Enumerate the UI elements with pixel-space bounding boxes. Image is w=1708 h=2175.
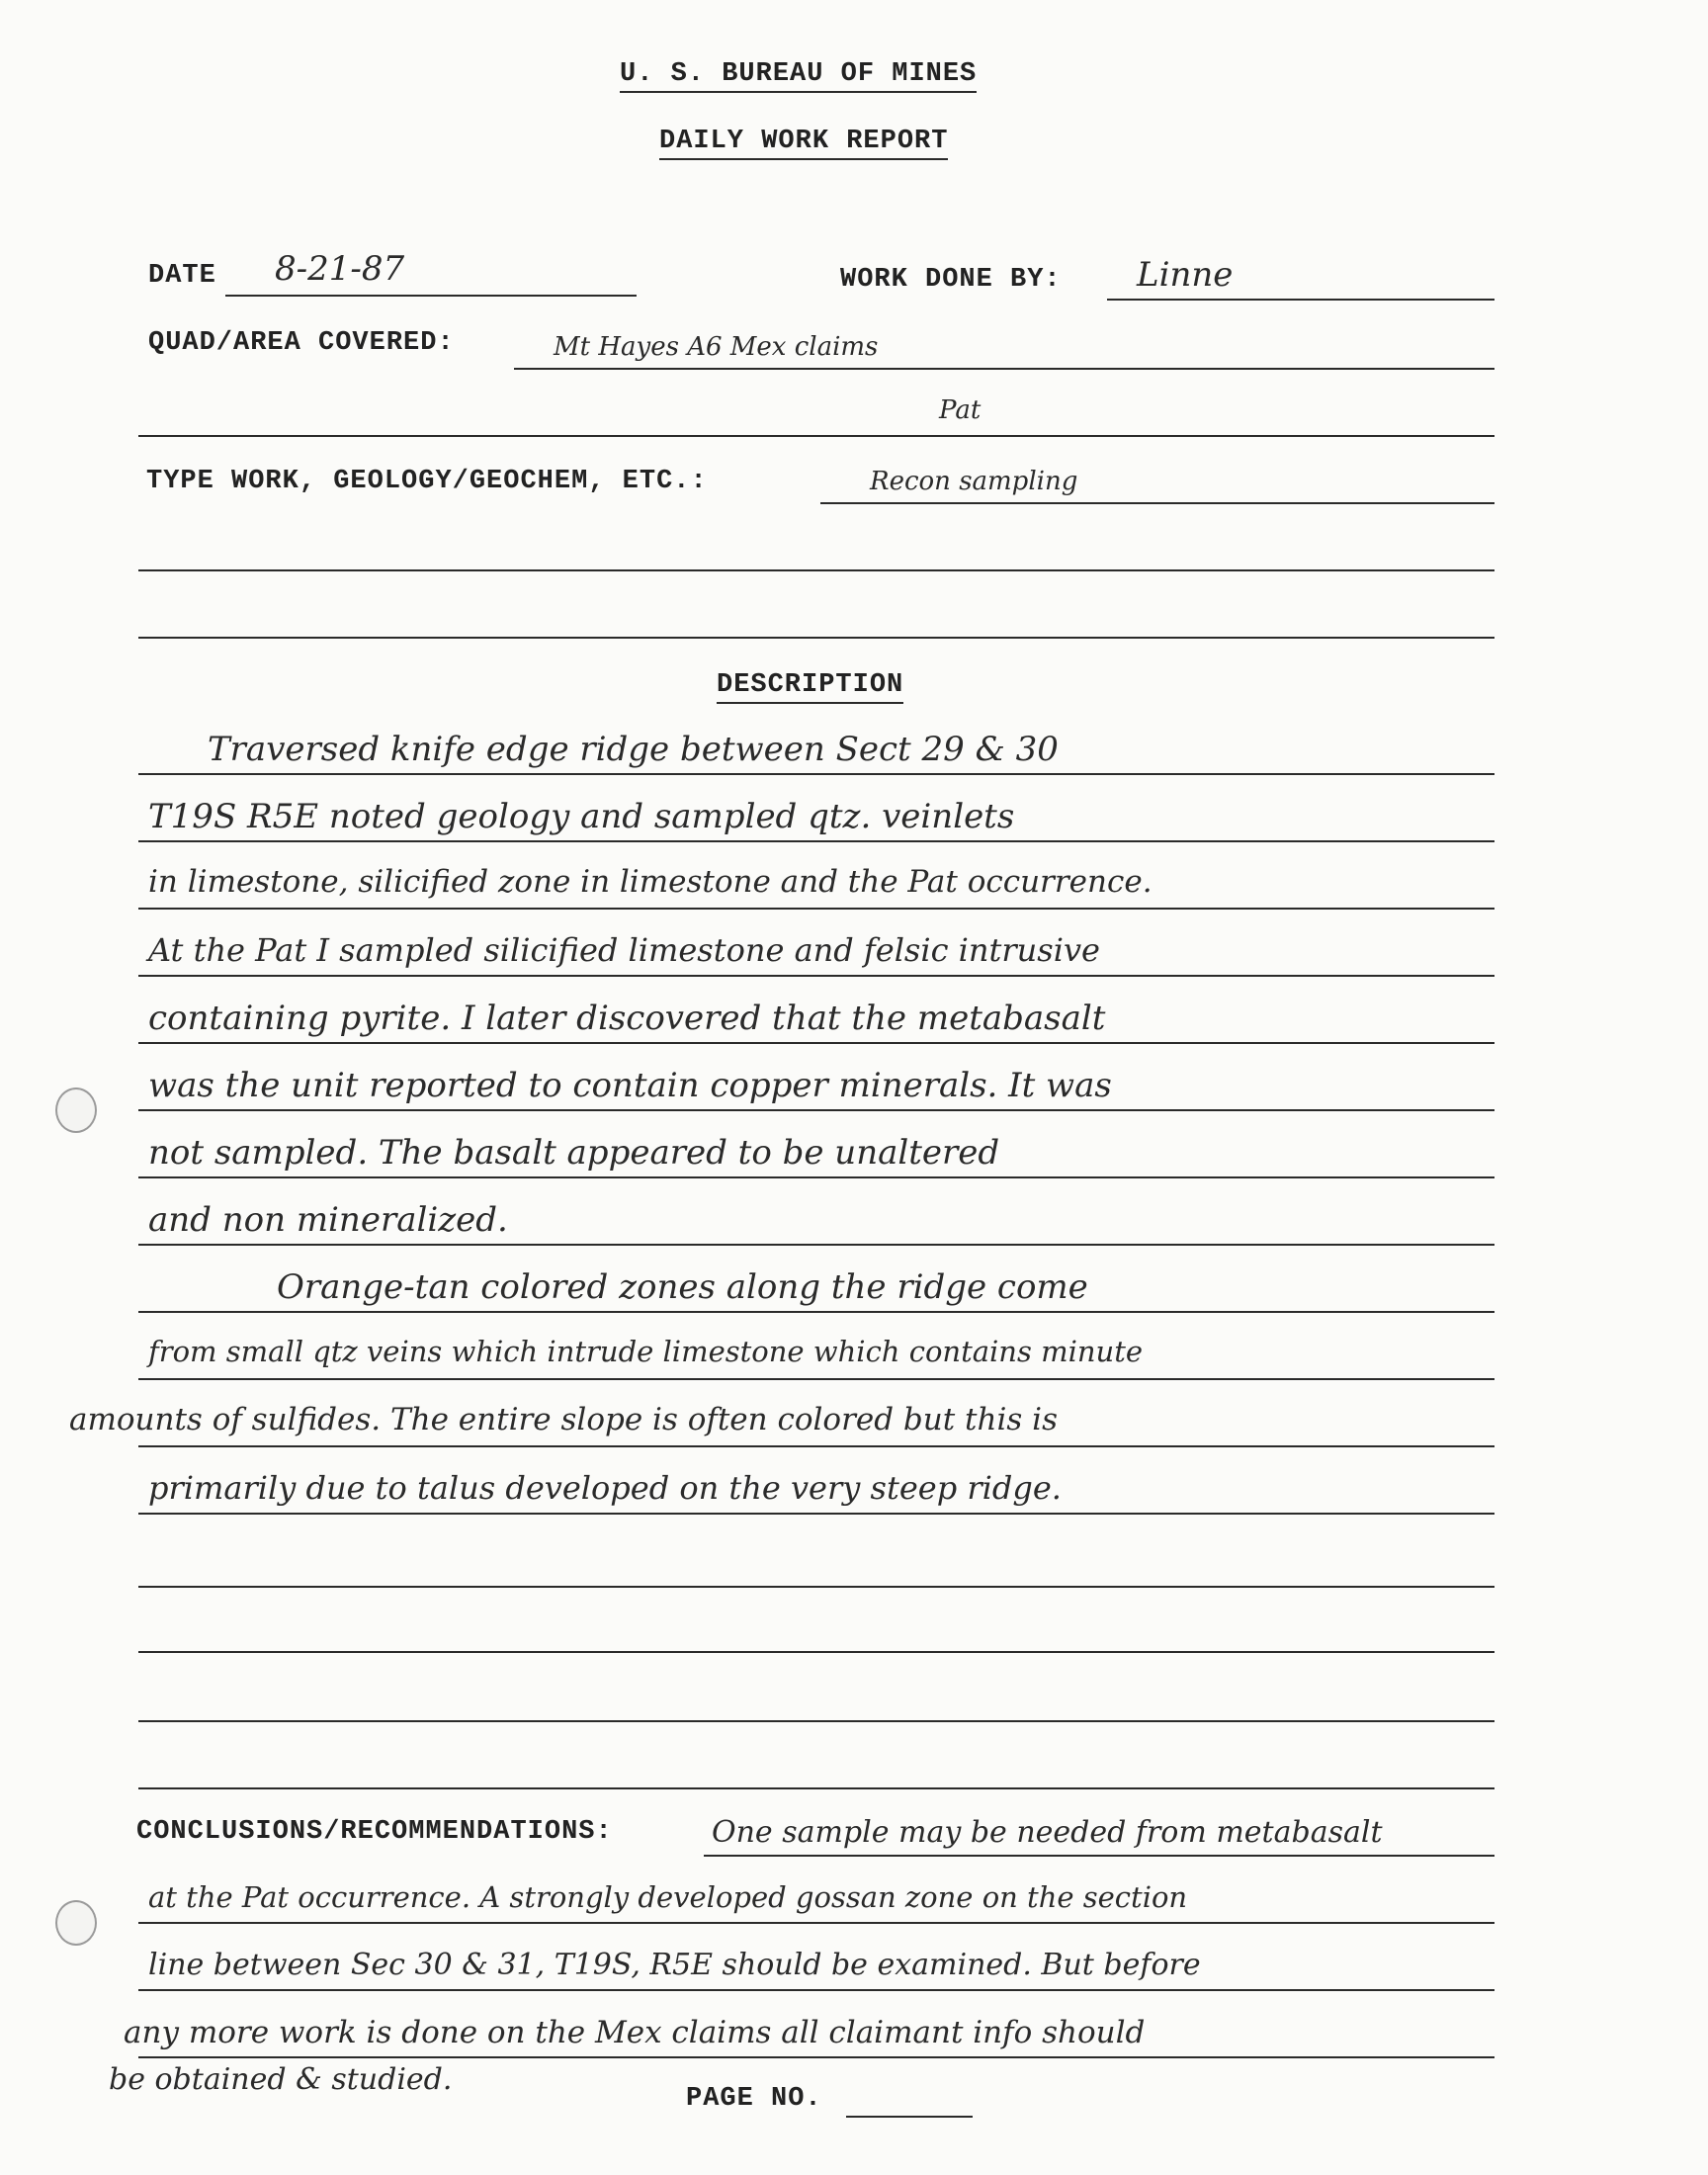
desc-rule-3 (138, 908, 1494, 910)
quad-area-value-2: Pat (939, 395, 982, 425)
desc-line-4: At the Pat I sampled silicified limestone and felsic intrusive (148, 931, 1100, 969)
desc-rule-6 (138, 1109, 1494, 1111)
date-value: 8-21-87 (275, 249, 405, 289)
page-no-label: PAGE NO. (686, 2084, 822, 2114)
work-done-by-rule (1107, 299, 1494, 301)
page-no-rule (846, 2116, 973, 2118)
desc-line-10: from small qtz veins which intrude limestone which contains minute (148, 1335, 1144, 1368)
work-done-by-label: WORK DONE BY: (840, 265, 1062, 295)
date-label: DATE (148, 261, 216, 291)
concl-rule-2 (138, 1922, 1494, 1924)
desc-line-3: in limestone, silicified zone in limestone and the Pat occurrence. (148, 864, 1153, 900)
desc-line-7: not sampled. The basalt appeared to be unaltered (148, 1133, 1000, 1173)
type-work-label: TYPE WORK, GEOLOGY/GEOCHEM, ETC.: (146, 467, 708, 496)
concl-rule-3 (138, 1989, 1494, 1991)
type-work-rule-3 (138, 637, 1494, 639)
desc-line-8: and non mineralized. (148, 1200, 508, 1240)
concl-line-2: at the Pat occurrence. A strongly developed gossan zone on the section (148, 1880, 1188, 1914)
description-heading: DESCRIPTION (717, 670, 903, 704)
date-rule (225, 295, 637, 297)
concl-rule-1 (704, 1855, 1494, 1857)
concl-line-1: One sample may be needed from metabasalt (712, 1815, 1383, 1850)
desc-rule-10 (138, 1378, 1494, 1380)
desc-line-11: amounts of sulfides. The entire slope is often colored but this is (69, 1402, 1058, 1437)
desc-line-5: containing pyrite. I later discovered that the metabasalt (148, 999, 1106, 1038)
type-work-rule (820, 502, 1494, 504)
quad-area-value-1: Mt Hayes A6 Mex claims (554, 332, 879, 362)
desc-rule-16 (138, 1787, 1494, 1789)
concl-line-3: line between Sec 30 & 31, T19S, R5E should be examined. But before (148, 1948, 1201, 1982)
desc-line-6: was the unit reported to contain copper minerals. It was (148, 1066, 1112, 1105)
concl-line-4: any more work is done on the Mex claims all claimant info should (124, 2015, 1146, 2050)
desc-rule-7 (138, 1176, 1494, 1178)
desc-line-2: T19S R5E noted geology and sampled qtz. veinlets (148, 797, 1015, 836)
desc-rule-1 (138, 773, 1494, 775)
conclusions-label: CONCLUSIONS/RECOMMENDATIONS: (136, 1817, 613, 1847)
desc-line-9: Orange-tan colored zones along the ridge come (277, 1267, 1088, 1307)
desc-rule-14 (138, 1651, 1494, 1653)
desc-line-1: Traversed knife edge ridge between Sect 29 & 30 (208, 730, 1059, 769)
desc-rule-8 (138, 1244, 1494, 1246)
concl-rule-4 (138, 2056, 1494, 2058)
report-title: DAILY WORK REPORT (659, 127, 948, 160)
agency-title: U. S. BUREAU OF MINES (620, 59, 977, 93)
quad-area-label: QUAD/AREA COVERED: (148, 328, 455, 358)
desc-rule-15 (138, 1720, 1494, 1722)
type-work-value: Recon sampling (870, 467, 1078, 496)
desc-rule-13 (138, 1586, 1494, 1588)
type-work-rule-2 (138, 569, 1494, 571)
desc-rule-12 (138, 1513, 1494, 1515)
quad-area-rule-2 (138, 435, 1494, 437)
punch-hole-lower (55, 1900, 97, 1946)
desc-rule-4 (138, 975, 1494, 977)
desc-rule-11 (138, 1445, 1494, 1447)
desc-rule-2 (138, 840, 1494, 842)
punch-hole-upper (55, 1088, 97, 1133)
work-done-by-value: Linne (1137, 255, 1234, 295)
quad-area-rule-1 (514, 368, 1494, 370)
desc-rule-9 (138, 1311, 1494, 1313)
desc-rule-5 (138, 1042, 1494, 1044)
concl-line-5: be obtained & studied. (109, 2062, 453, 2097)
desc-line-12: primarily due to talus developed on the very steep ridge. (148, 1469, 1062, 1507)
